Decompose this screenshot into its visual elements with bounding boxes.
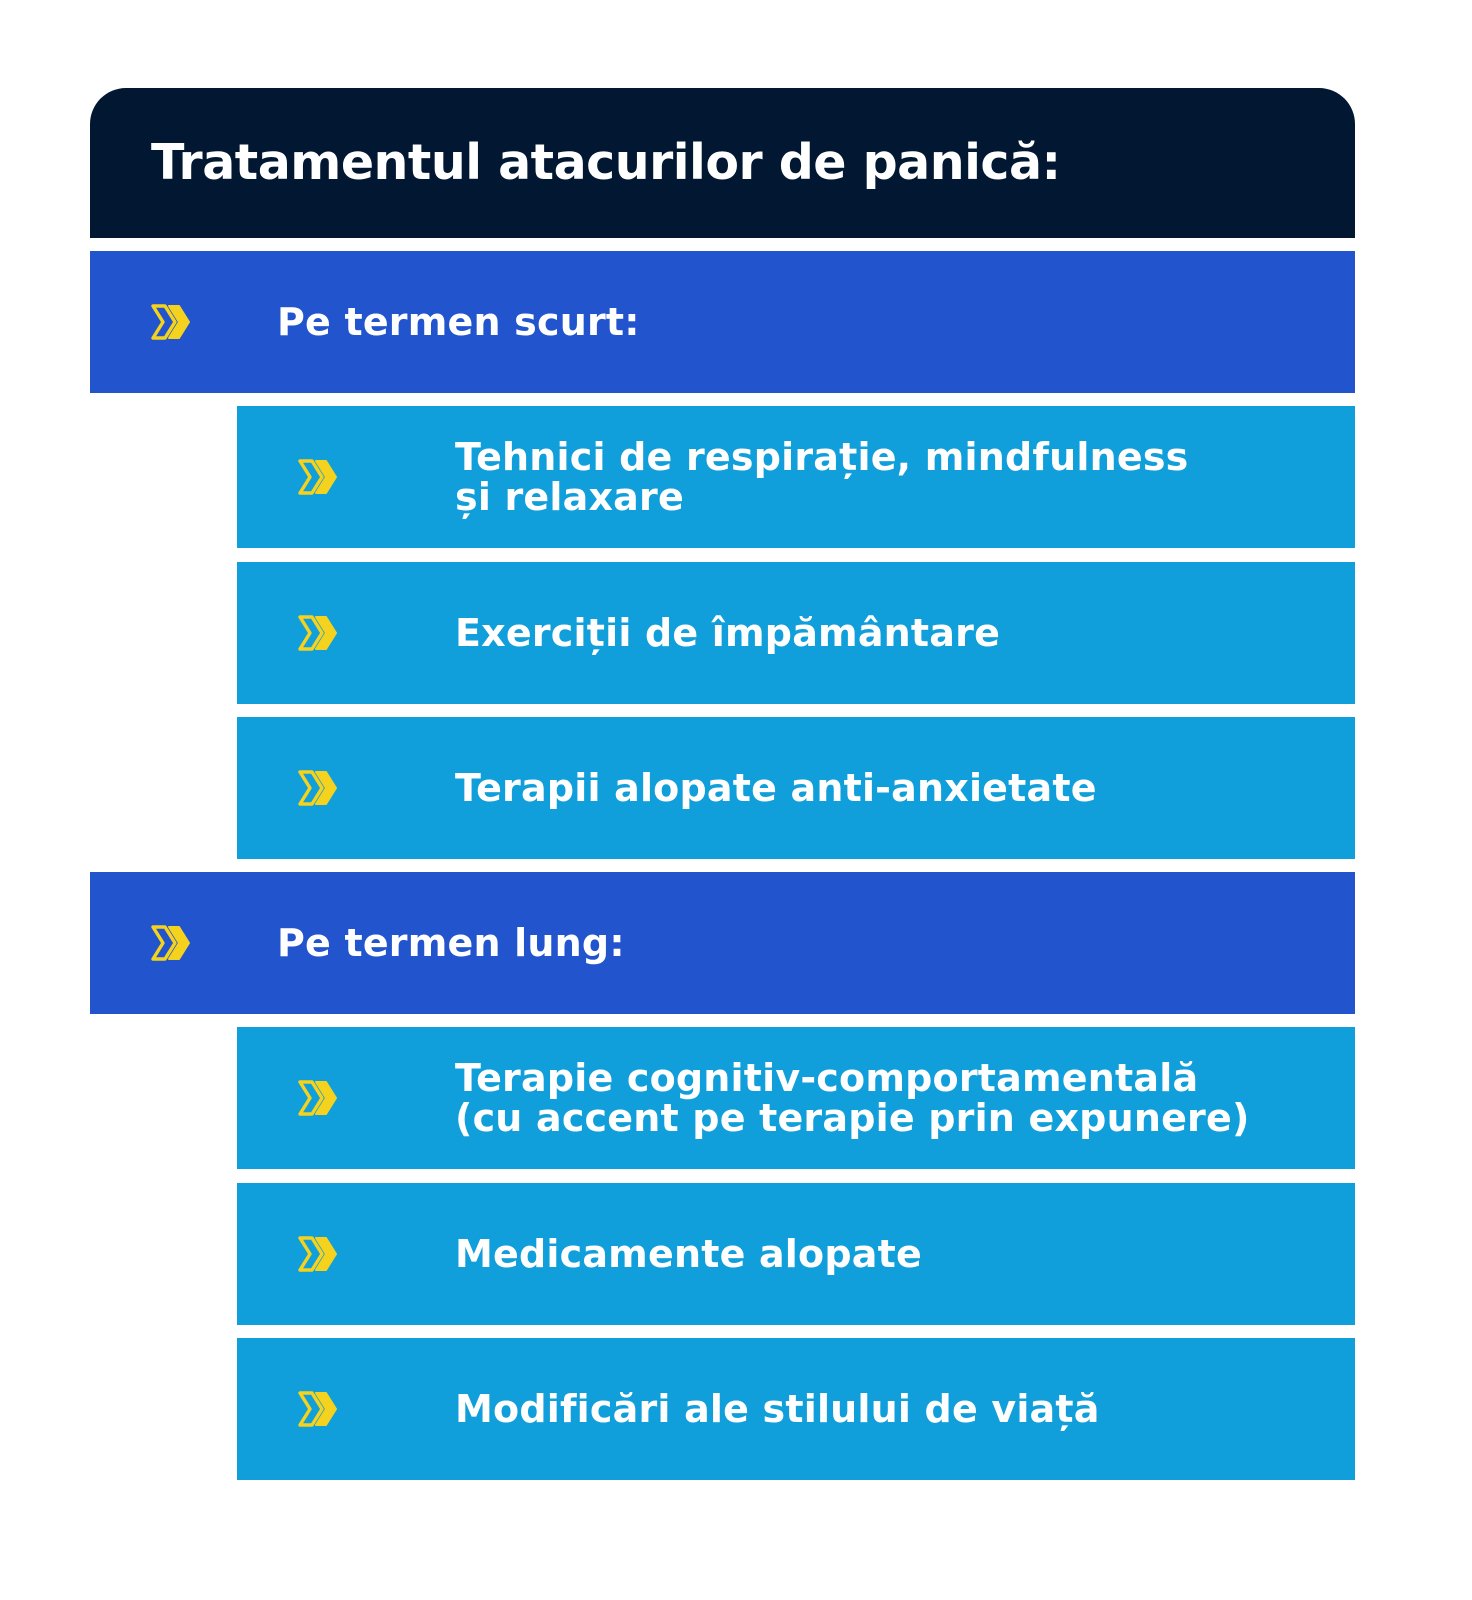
item-label-line: Terapie cognitiv-comportamentală [455,1056,1199,1100]
item-label [455,1234,922,1274]
item-label-line: Medicamente alopate [455,1232,922,1276]
double-chevron-right-icon [296,1232,340,1276]
list-item [237,717,1355,859]
list-item [237,1183,1355,1325]
list-item [237,1027,1355,1169]
item-label-line: (cu accent pe terapie prin expunere) [455,1096,1250,1140]
double-chevron-right-icon [296,766,340,810]
double-chevron-right-icon [149,921,193,965]
double-chevron-right-icon [296,455,340,499]
item-label [455,1389,1100,1429]
list-item [237,1338,1355,1480]
item-label-line: Modificări ale stilului de viață [455,1387,1100,1431]
item-label [455,1058,1250,1138]
double-chevron-right-icon [296,1076,340,1120]
header-panel [90,88,1355,238]
list-item [237,562,1355,704]
list-item [237,406,1355,548]
section-short-term [90,251,1355,393]
double-chevron-right-icon [296,611,340,655]
page-title: Tratamentul atacurilor de panică: [151,134,1061,191]
item-label-line: Tehnici de respirație, mindfulness [455,435,1189,479]
item-label-line: Exerciții de împământare [455,611,1001,655]
item-label [455,437,1188,517]
item-label-line: și relaxare [455,475,684,519]
section-label: Pe termen lung: [277,921,625,965]
double-chevron-right-icon [296,1387,340,1431]
double-chevron-right-icon [149,300,193,344]
section-label: Pe termen scurt: [277,300,640,344]
section-long-term [90,872,1355,1014]
item-label-line: Terapii alopate anti-anxietate [455,766,1097,810]
item-label [455,613,1000,653]
item-label [455,768,1097,808]
